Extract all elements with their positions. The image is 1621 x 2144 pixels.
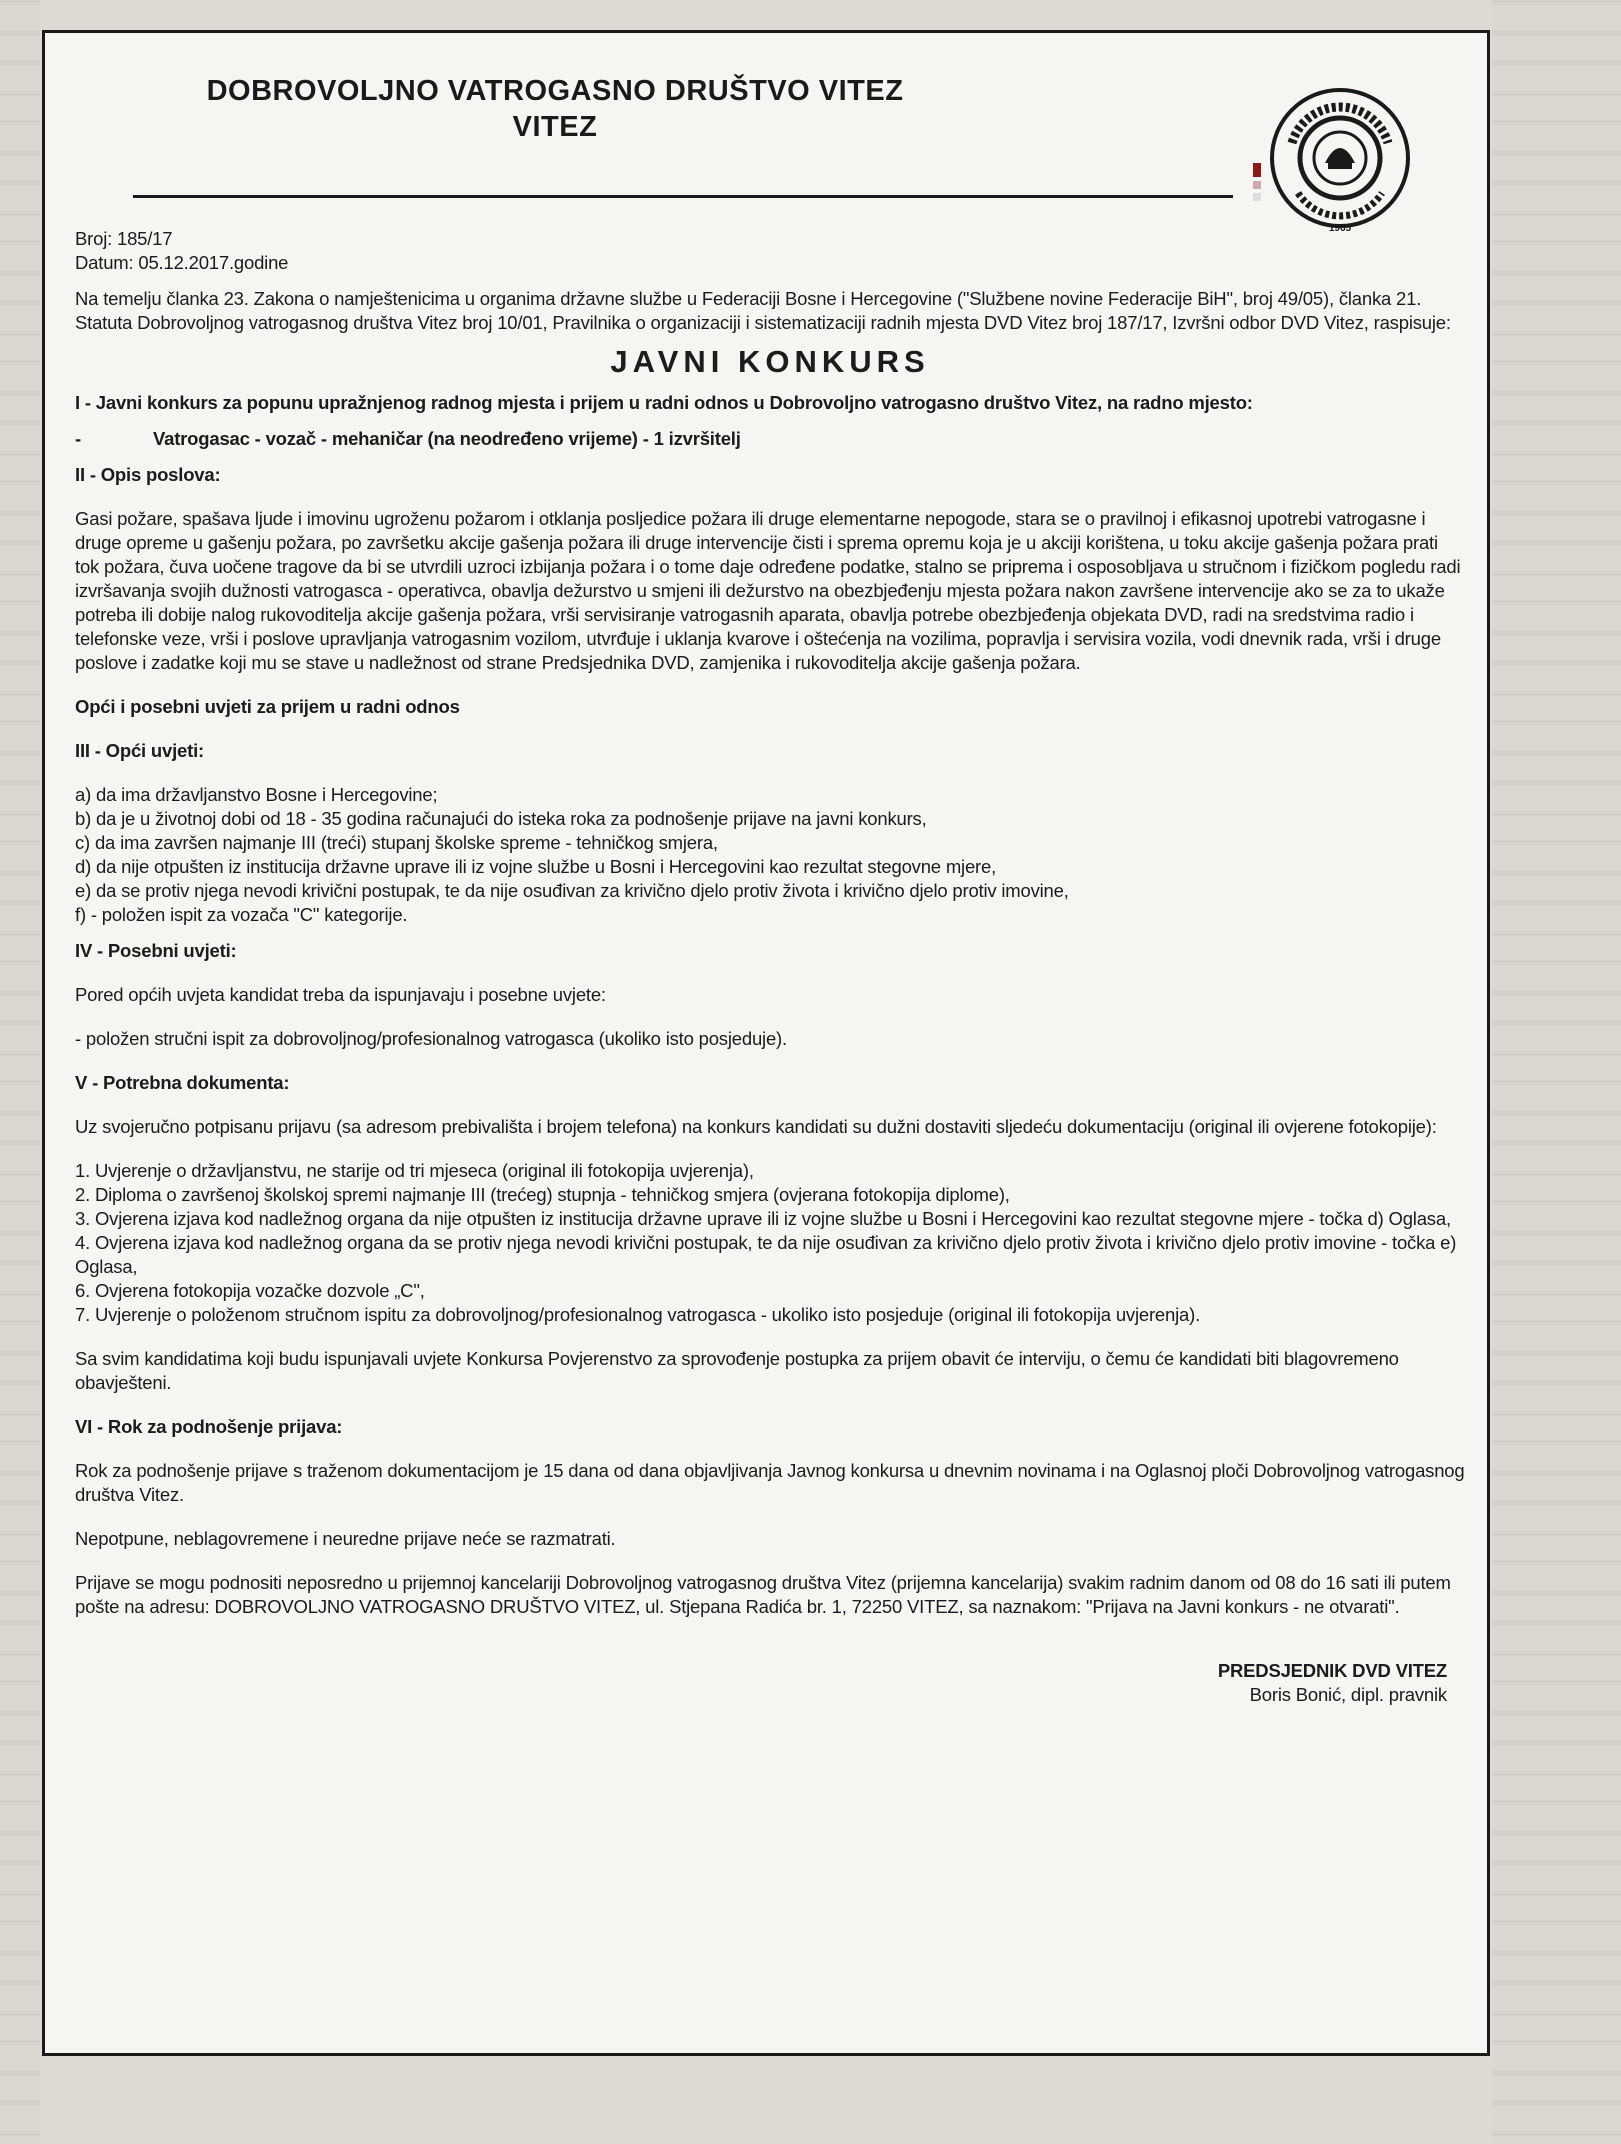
incomplete-applications-note: Nepotpune, neblagovremene i neuredne prijave neće se razmatrati. <box>75 1528 616 1549</box>
list-item: b) da je u životnoj dobi od 18 - 35 godina računajući do isteka roka za podnošenje prijave na javni konkurs, <box>75 808 927 829</box>
fire-brigade-seal-icon <box>1240 63 1415 238</box>
section-1-heading: I - Javni konkurs za popunu upražnjenog radnog mjesta i prijem u radni odnos u Dobrovoljno vatrogasno društvo Vitez, na radno mjesto: <box>75 392 1253 413</box>
submission-paragraph: Prijave se mogu podnositi neposredno u prijemnoj kancelariji Dobrovoljnog vatrogasnog društva Vitez (prijemna kancelarija) svakim radnim danom od 08 do 16 sati ili putem pošte na adresu: DOBROVOLJNO VATROGASNO DRUŠTVO VITEZ, ul. Stjepana Radića br. 1, 72250 VITEZ, sa naznakom: "Prijava na Javni konkurs - ne otvarati". <box>75 1572 1451 1617</box>
header-divider <box>133 195 1233 198</box>
position-line <box>75 427 1465 451</box>
general-conditions-list <box>75 783 1465 927</box>
deadline-paragraph: Rok za podnošenje prijave s traženom dokumentacijom je 15 dana od dana objavljivanja Javnog konkursa u dnevnim novinama i na Oglasnoj ploči Dobrovoljnog vatrogasnog društva Vitez. <box>75 1460 1465 1505</box>
section-3-heading: III - Opći uvjeti: <box>75 740 204 761</box>
job-advertisement <box>42 30 1490 2056</box>
newspaper-background-right <box>1492 0 1621 2144</box>
section-4-heading: IV - Posebni uvjeti: <box>75 940 237 961</box>
organization-line-1: DOBROVOLJNO VATROGASNO DRUŠTVO VITEZ <box>206 75 904 107</box>
list-item: e) da se protiv njega nevodi krivični postupak, te da nije osuđivan za krivično djelo protiv života i krivično djelo protiv imovine, <box>75 880 1069 901</box>
logo-year: 1965 <box>1328 223 1352 234</box>
job-description: Gasi požare, spašava ljude i imovinu ugroženu požarom i otklanja posljedice požara ili druge elementarne nepogode, stara se o pravilnoj i efikasnoj upotrebi vatrogasne i druge opreme u gašenju požara, po završetku akcije gašenja požara ili druge intervencije čisti i sprema opremu koja je u akciji korištena, u toku akcije gašenja požara prati tok požara, čuva uočene tragove da bi se utvrdili uzroci izbijanja požara i o tome daje određene podatke, stalno se priprema i osposobljava u stručnom i fizičkom pogledu radi izvršavanja svojih dužnosti vatrogasca - operativca, obavlja dežurstvo u smjeni ili dežurstvo na obezbjeđenju mjesta požara nakon završene intervencije ako se za to ukaže potreba ili dobije nalog rukovoditelja akcije gašenja požara, vrši servisiranje vatrogasnih aparata, obavlja potrebe obezbjeđenja objekata DVD, radi na sredstvima radio i telefonske veze, vrši i poslove upravljanja vatrogasnim vozilom, utvrđuje i uklanja kvarove i oštećenja na vozilima, popravlja i servisira vozila, vodi dnevnik rada, vrši i druge poslove i zadatke koji mu se stave u nadležnost od strane Predsjednika DVD, zamjenika i rukovoditelja akcije gašenja požara. <box>75 508 1461 673</box>
advertisement-body <box>75 227 1465 1707</box>
list-item: 4. Ovjerena izjava kod nadležnog organa da se protiv njega nevodi krivični postupak, te da nije osuđivan za krivično djelo protiv života i krivično djelo protiv imovine - točka e) Oglasa, <box>75 1232 1457 1277</box>
section-5-heading: V - Potrebna dokumenta: <box>75 1072 290 1093</box>
newspaper-background-left <box>0 0 40 2144</box>
reference-number: Broj: 185/17 <box>75 228 173 249</box>
conditions-heading: Opći i posebni uvjeti za prijem u radni odnos <box>75 696 460 717</box>
signature-name: Boris Bonić, dipl. pravnik <box>1249 1684 1447 1705</box>
position-title: Vatrogasac - vozač - mehaničar (na neodređeno vrijeme) - 1 izvršitelj <box>153 428 741 449</box>
special-conditions-item: - položen stručni ispit za dobrovoljnog/profesionalnog vatrogasca (ukoliko isto posjeduje). <box>75 1028 787 1049</box>
signature-title: PREDSJEDNIK DVD VITEZ <box>1217 1660 1447 1681</box>
list-item: 6. Ovjerena fotokopija vozačke dozvole „C", <box>75 1280 425 1301</box>
list-item: d) da nije otpušten iz institucija državne uprave ili iz vojne službe u Bosni i Hercegovini kao rezultat stegovne mjere, <box>75 856 997 877</box>
section-2-heading: II - Opis poslova: <box>75 464 221 485</box>
organization-line-2: VITEZ <box>512 111 598 143</box>
list-item: 1. Uvjerenje o državljanstvu, ne starije od tri mjeseca (original ili fotokopija uvjerenja), <box>75 1160 754 1181</box>
position-dash: - <box>75 428 81 449</box>
special-conditions-intro: Pored općih uvjeta kandidat treba da ispunjavaju i posebne uvjete: <box>75 984 606 1005</box>
organization-name <box>125 73 985 145</box>
documents-intro: Uz svojeručno potpisanu prijavu (sa adresom prebivališta i brojem telefona) na konkurs kandidati su dužni dostaviti sljedeću dokumentaciju (original ili ovjerene fotokopije): <box>75 1116 1437 1137</box>
signature-block <box>75 1659 1465 1707</box>
documents-list <box>75 1159 1465 1327</box>
list-item: 2. Diploma o završenoj školskoj spremi najmanje III (trećeg) stupnja - tehničkog smjera (ovjerana fotokopija diplome), <box>75 1184 1010 1205</box>
date: Datum: 05.12.2017.godine <box>75 252 289 273</box>
page-title: JAVNI KONKURS <box>610 344 930 379</box>
interview-note: Sa svim kandidatima koji budu ispunjavali uvjete Konkursa Povjerenstvo za sprovođenje postupka za prijem obavit će interviju, o čemu će kandidati biti blagovremeno obavješteni. <box>75 1348 1399 1393</box>
list-item: f) - položen ispit za vozača "C" kategorije. <box>75 904 408 925</box>
list-item: c) da ima završen najmanje III (treći) stupanj školske spreme - tehničkog smjera, <box>75 832 718 853</box>
section-6-heading: VI - Rok za podnošenje prijava: <box>75 1416 343 1437</box>
intro-paragraph: Na temelju članka 23. Zakona o namještenicima u organima državne službe u Federaciji Bosne i Hercegovine ("Službene novine Federacije BiH", broj 49/05), članka 21. Statuta Dobrovoljnog vatrogasnog društva Vitez broj 10/01, Pravilnika o organizaciji i sistematizaciji radnih mjesta DVD Vitez broj 187/17, Izvršni odbor DVD Vitez, raspisuje: <box>75 288 1451 333</box>
list-item: a) da ima državljanstvo Bosne i Hercegovine; <box>75 784 438 805</box>
list-item: 7. Uvjerenje o položenom stručnom ispitu za dobrovoljnog/profesionalnog vatrogasca - ukoliko isto posjeduje (original ili fotokopija uvjerenja). <box>75 1304 1201 1325</box>
list-item: 3. Ovjerena izjava kod nadležnog organa da nije otpušten iz institucija državne uprave ili iz vojne službe u Bosni i Hercegovini kao rezultat stegovne mjere - točka d) Oglasa, <box>75 1208 1451 1229</box>
